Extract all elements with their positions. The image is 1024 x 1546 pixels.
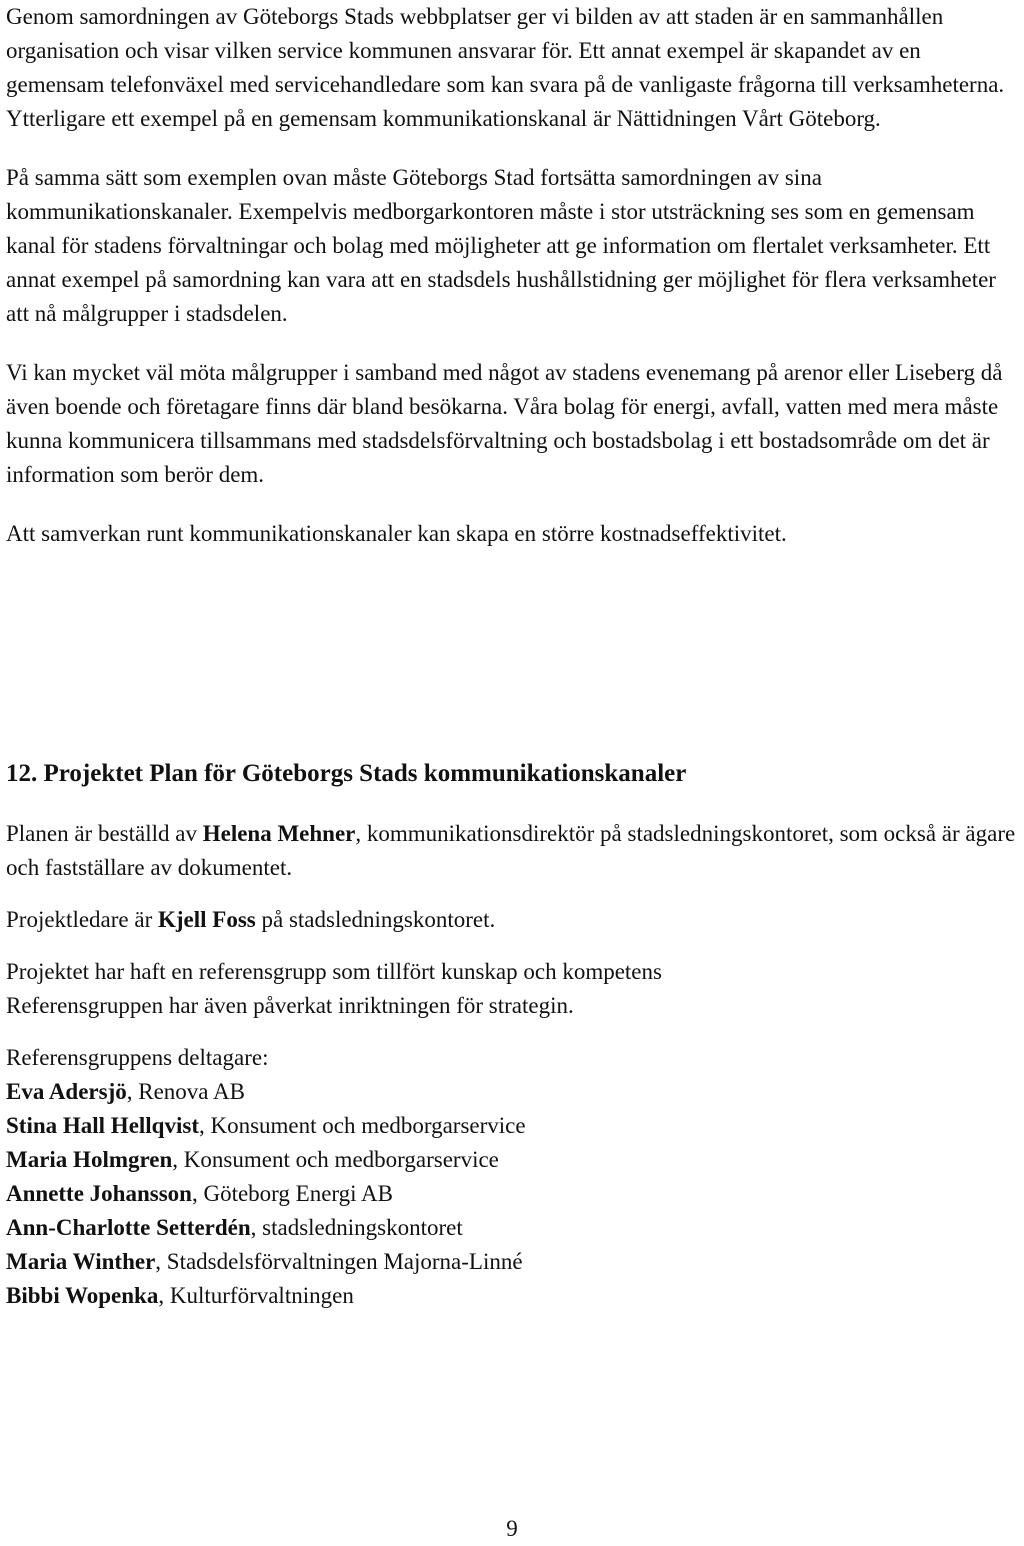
member-name: Stina Hall Hellqvist xyxy=(6,1113,199,1138)
document-body xyxy=(6,0,1020,551)
member-name: Eva Adersjö xyxy=(6,1079,127,1104)
member-item xyxy=(6,1245,1016,1279)
member-item xyxy=(6,1075,1016,1109)
ordered-by-name: Helena Mehner xyxy=(202,821,356,846)
member-item xyxy=(6,1279,1016,1313)
members-list xyxy=(6,1041,1016,1313)
project-lead-prefix: Projektledare är xyxy=(6,907,158,932)
member-name: Maria Winther xyxy=(6,1249,156,1274)
ordered-by-paragraph xyxy=(6,817,1016,885)
member-name: Ann-Charlotte Setterdén xyxy=(6,1215,251,1240)
member-org: , Stadsdelsförvaltningen Majorna-Linné xyxy=(155,1249,523,1274)
paragraph-web-coordination: Genom samordningen av Göteborgs Stads webbplatser ger vi bilden av att staden är en sammanhållen organisation och visar vilken service kommunen ansvarar för. Ett annat exempel är skapandet av en gemensam telefonväxel med servicehandledare som kan svara på de vanligaste frågorna till verksamheterna. Ytterligare ett exempel på en gemensam kommunikationskanal är Nättidningen Vårt Göteborg. xyxy=(6,4,1005,131)
member-item xyxy=(6,1143,1016,1177)
member-org: , Renova AB xyxy=(126,1079,245,1104)
member-item xyxy=(6,1211,1016,1245)
member-name: Annette Johansson xyxy=(6,1181,192,1206)
member-org: , Konsument och medborgarservice xyxy=(198,1113,526,1138)
project-lead-paragraph xyxy=(6,903,1016,937)
member-org: , Kulturförvaltningen xyxy=(158,1283,354,1308)
member-org: , Konsument och medborgarservice xyxy=(172,1147,499,1172)
ordered-by-prefix: Planen är beställd av xyxy=(6,821,203,846)
paragraph-target-groups: Vi kan mycket väl möta målgrupper i samband med något av stadens evenemang på arenor eller Liseberg då även boende och företagare finns där bland besökarna. Våra bolag för energi, avfall, vatten med mera måste kunna kommunicera tillsammans med stadsdelsförvaltning och bostadsbolag i ett bostadsområde om det är information som berör dem. xyxy=(6,360,1003,487)
page-number: 9 xyxy=(506,1516,518,1541)
member-name: Maria Holmgren xyxy=(6,1147,173,1172)
reference-group-line-1: Projektet har haft en referensgrupp som tillfört kunskap och kompetens xyxy=(6,959,662,984)
section-heading: 12. Projektet Plan för Göteborgs Stads kommunikationskanaler xyxy=(6,760,687,787)
reference-group-paragraph xyxy=(6,955,1016,1023)
member-name: Bibbi Wopenka xyxy=(6,1283,159,1308)
ordered-by-suffix: , kommunikationsdirektör på stadsledningskontoret, som också är ägare och fastställare av dokumentet. xyxy=(6,821,1016,880)
member-item xyxy=(6,1109,1016,1143)
project-lead-name: Kjell Foss xyxy=(157,907,256,932)
member-item xyxy=(6,1177,1016,1211)
reference-group-line-2: Referensgruppen har även påverkat inriktningen för strategin. xyxy=(6,993,574,1018)
member-org: , Göteborg Energi AB xyxy=(191,1181,393,1206)
member-org: , stadsledningskontoret xyxy=(250,1215,463,1240)
project-lead-suffix: på stadsledningskontoret. xyxy=(255,907,496,932)
project-section xyxy=(6,817,1016,1313)
paragraph-channel-coordination: På samma sätt som exemplen ovan måste Göteborgs Stad fortsätta samordningen av sina kommunikationskanaler. Exempelvis medborgarkontoren måste i stor utsträckning ses som en gemensam kanal för stadens förvaltningar och bolag med möjligheter att ge information om flertalet verksamheter. Ett annat exempel på samordning kan vara att en stadsdels hushållstidning ger möjlighet för flera verksamheter att nå målgrupper i stadsdelen. xyxy=(6,165,996,326)
paragraph-cost-efficiency: Att samverkan runt kommunikationskanaler kan skapa en större kostnadseffektivitet. xyxy=(6,521,787,546)
members-title: Referensgruppens deltagare: xyxy=(6,1045,269,1070)
